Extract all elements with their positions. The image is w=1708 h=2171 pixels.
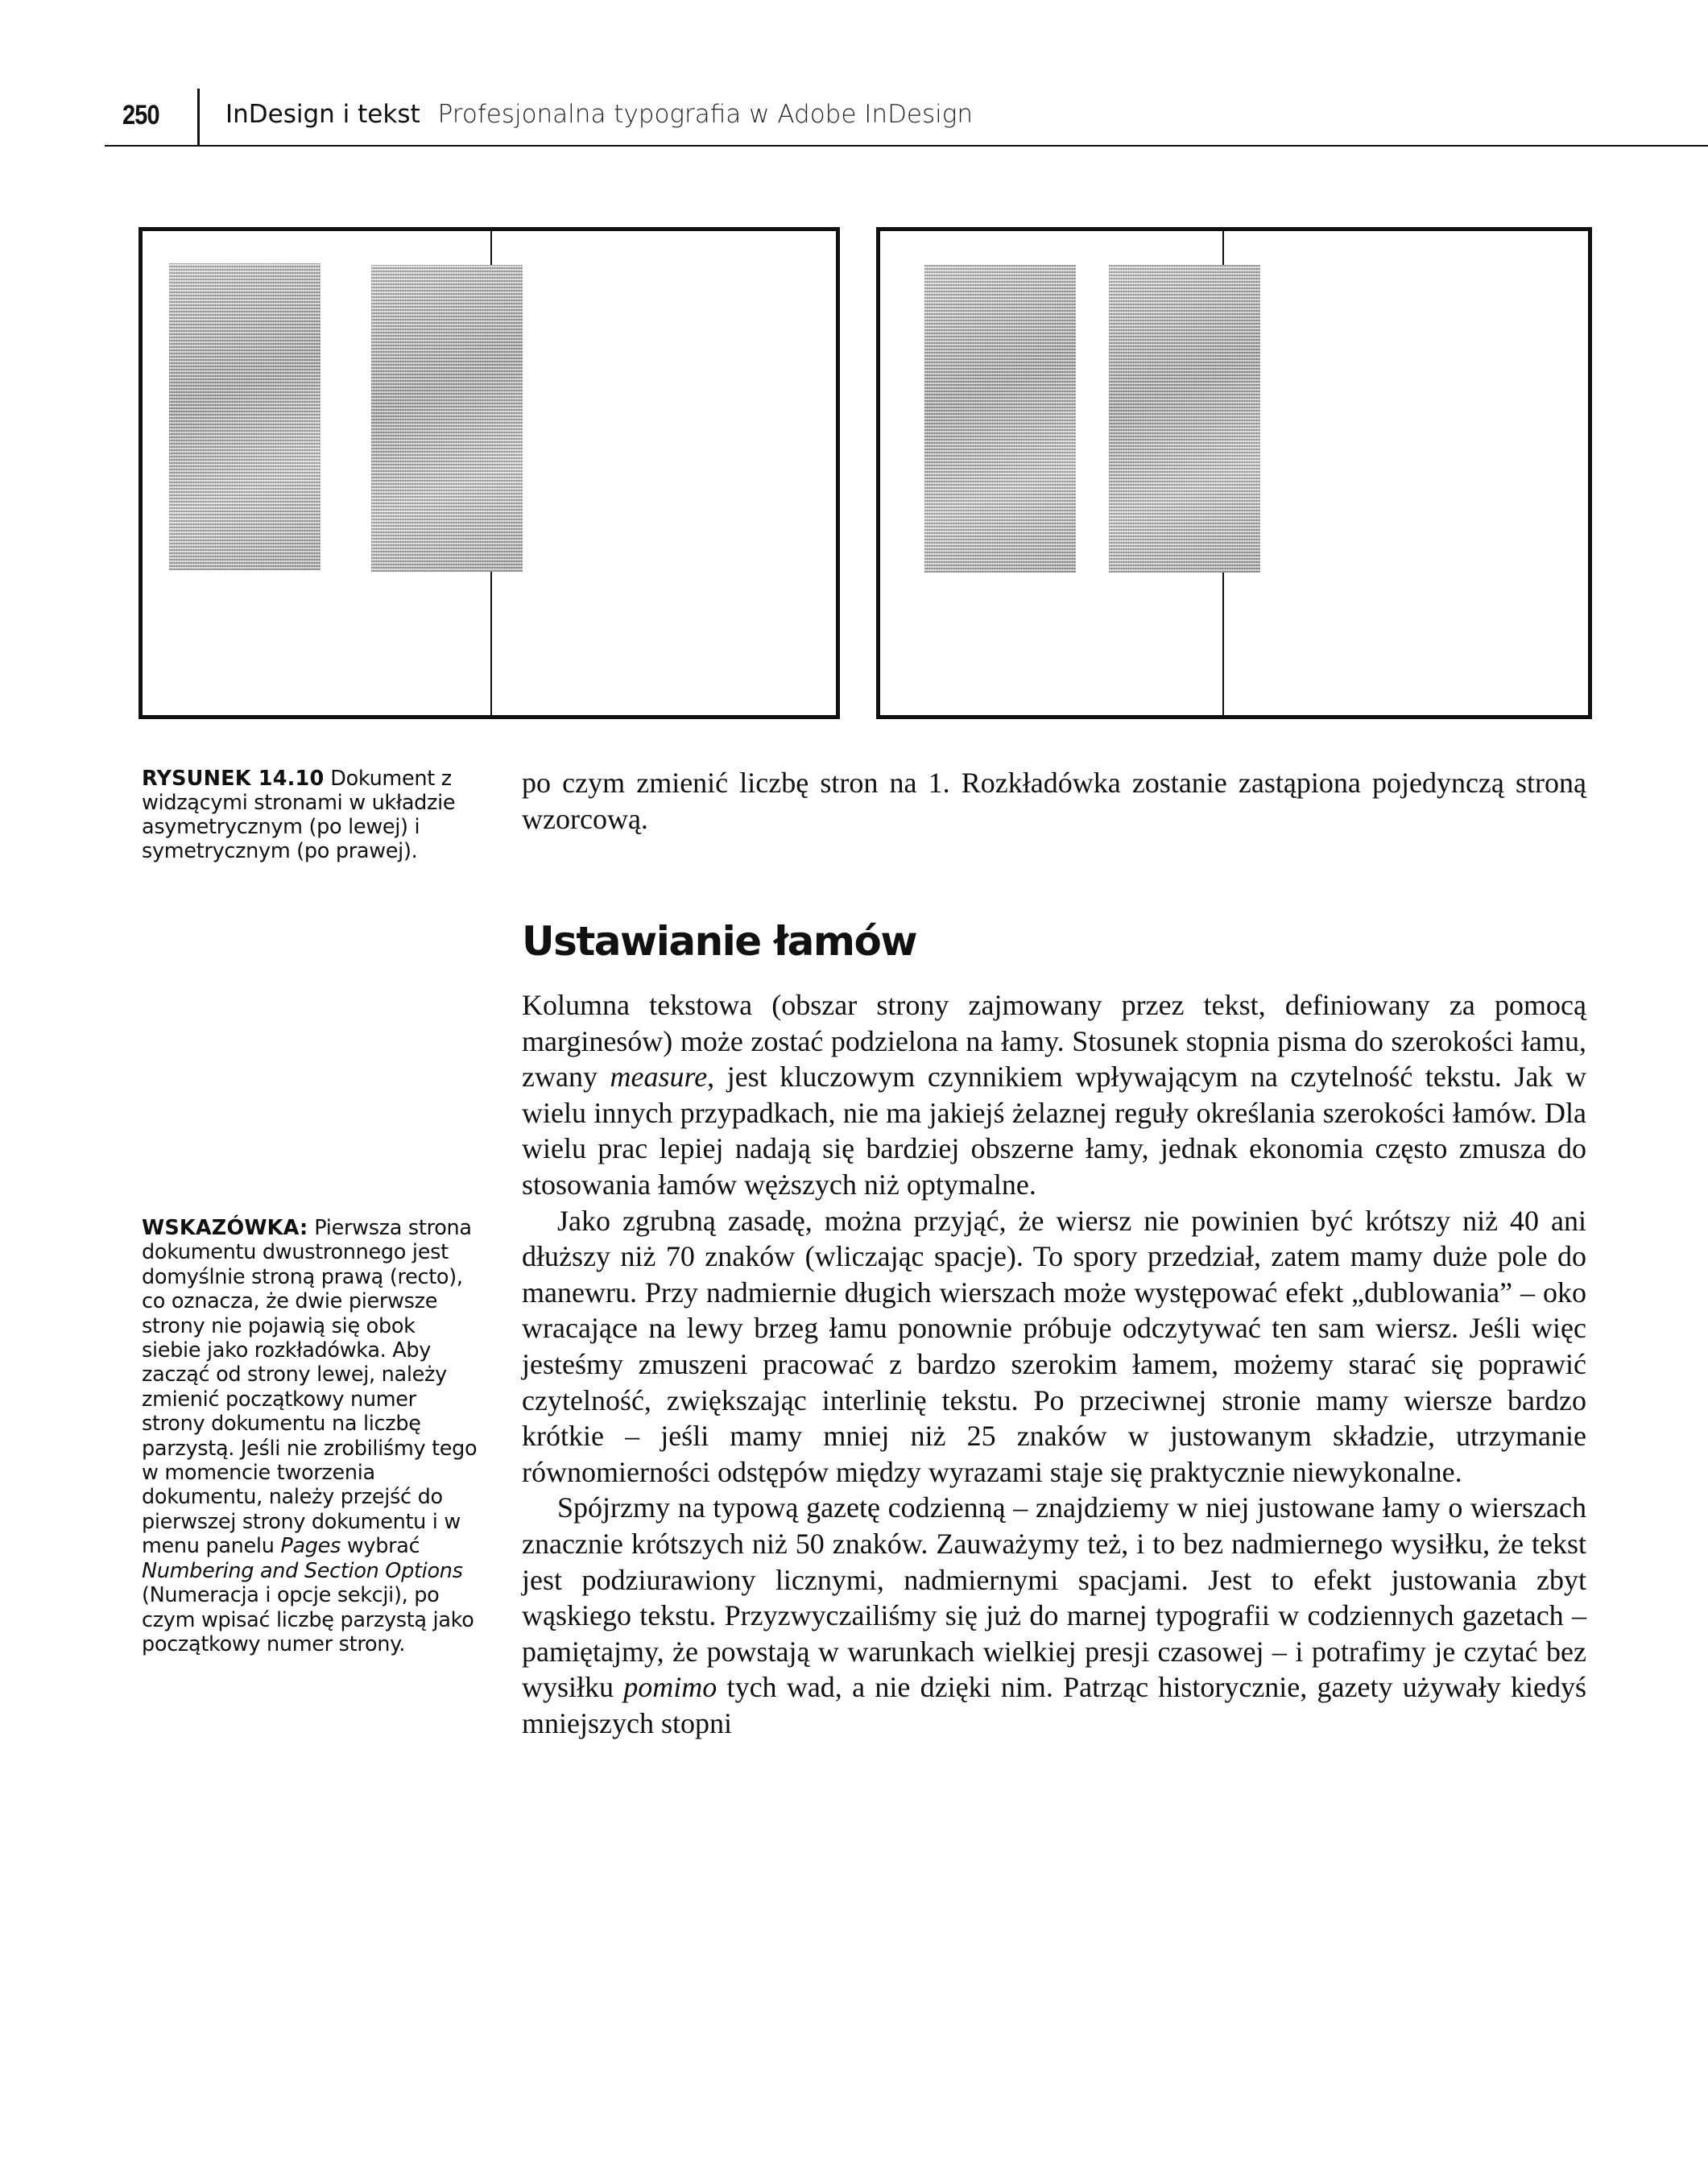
paragraph-text: Jako zgrubną zasadę, można przyjąć, że wiersz nie powinien być krótszy niż 40 ani dłuższy niż 70 znaków (wliczając spacje). To spory przedział, zatem mamy duże pole do manewru. Przy nadmiernie długich wierszach może występować efekt „dublowania” – oko wracające na lewy brzeg łamu ponownie próbuje odczytywać ten sam wiersz. Jeśli więc jesteśmy zmuszeni pracować z bardzo szerokim łamem, możemy starać się poprawić czytelność, zwiększając interlinię tekstu. Po przeciwnej stronie mamy wiersze bardzo krótkie – jeśli mamy mniej niż 25 znaków w justowanym składzie, utrzymanie równomierności odstępów między wyrazami staje się praktycznie niewykonalne. xyxy=(522,1204,1586,1488)
figure-caption-text: Dokument z widzącymi stronami w układzie asymetrycznym (po lewej) i symetrycznym (po prawej). xyxy=(142,767,456,863)
page-text-block-right xyxy=(371,265,523,572)
italic-term: measure xyxy=(610,1061,708,1094)
tip-text: wybrać xyxy=(341,1534,420,1559)
tip-label: WSKAZÓWKA: xyxy=(142,1216,308,1240)
section-heading: Ustawianie łamów xyxy=(522,918,917,965)
paragraph xyxy=(522,1490,1586,1741)
tip-italic-menu-item: Numbering and Section Options xyxy=(142,1558,463,1583)
continuation-paragraph xyxy=(522,765,1586,837)
header-divider xyxy=(197,89,200,147)
paragraph-text: Kolumna tekstowa (obszar strony zajmowany przez tekst, definiowany za pomocą marginesów) może zostać podzielona na łamy. Stosunek stopnia pisma do szerokości łamu, zwany xyxy=(522,989,1586,1094)
paragraph-text: Spójrzmy na typową gazetę codzienną – znajdziemy w niej justowane łamy o wierszach znacznie krótszych niż 50 znaków. Zauważymy też, i to bez nadmiernego wysiłku, że tekst jest podziurawiony licznymi, nadmiernymi spacjami. Jest to efekt justowania zbyt wąskiego tekstu. Przyzwyczailiśmy się już do marnej typografii w codziennych gazetach – pamiętajmy, że powstają w warunkach wielkiej presji czasowej – i potrafimy je czytać bez wysiłku xyxy=(522,1491,1586,1704)
paragraph: po czym zmienić liczbę stron na 1. Rozkładówka zostanie zastąpiona pojedynczą stroną wzorcową. xyxy=(522,767,1586,835)
chapter-title: InDesign i tekst xyxy=(225,100,420,129)
figure-spread-symmetric xyxy=(876,227,1592,719)
tip-text: (Numeracja i opcje sekcji), po czym wpisać liczbę parzystą jako początkowy numer strony. xyxy=(142,1583,474,1656)
figure-caption xyxy=(142,767,480,863)
paragraph-text: tych wad, a nie dzięki nim. Patrząc historycznie, gazety używały kiedyś mniejszych stopni xyxy=(522,1671,1586,1739)
page-text-block-right xyxy=(1109,265,1260,573)
paragraph-text: , jest kluczowym czynnikiem wpływającym na czytelność tekstu. Jak w wielu innych przypadkach, nie ma jakiejś żelaznej reguły określania szerokości łamów. Dla wielu prac lepiej nadają się bardziej obszerne łamy, jednak ekonomia często zmusza do stosowania łamów węższych niż optymalne. xyxy=(522,1061,1586,1201)
body-text xyxy=(522,987,1586,1741)
italic-term: pomimo xyxy=(623,1671,718,1704)
paragraph xyxy=(522,1203,1586,1491)
tip-text: Pierwsza strona dokumentu dwustronnego jest domyślnie stroną prawą (recto), co oznacza, że dwie pierwsze strony nie pojawią się obok siebie jako rozkładówka. Aby zacząć od strony lewej, należy zmienić początkowy numer strony dokumentu na liczbę parzystą. Jeśli nie zrobiliśmy tego w momencie tworzenia dokumentu, należy przejść do pierwszej strony dokumentu i w menu panelu xyxy=(142,1216,478,1559)
tip-italic-pages: Pages xyxy=(280,1534,341,1559)
book-title: Profesjonalna typografia w Adobe InDesign xyxy=(437,100,974,129)
running-header xyxy=(105,95,1708,147)
paragraph xyxy=(522,987,1586,1203)
page-text-block-left xyxy=(924,265,1076,573)
figure-label: RYSUNEK 14.10 xyxy=(142,767,325,791)
page-number: 250 xyxy=(122,100,159,130)
tip-box xyxy=(142,1216,480,1656)
figure-spread-asymmetric xyxy=(139,227,840,719)
header-title xyxy=(225,100,973,129)
page-text-block-left xyxy=(169,263,321,570)
header-rule xyxy=(105,145,1708,147)
